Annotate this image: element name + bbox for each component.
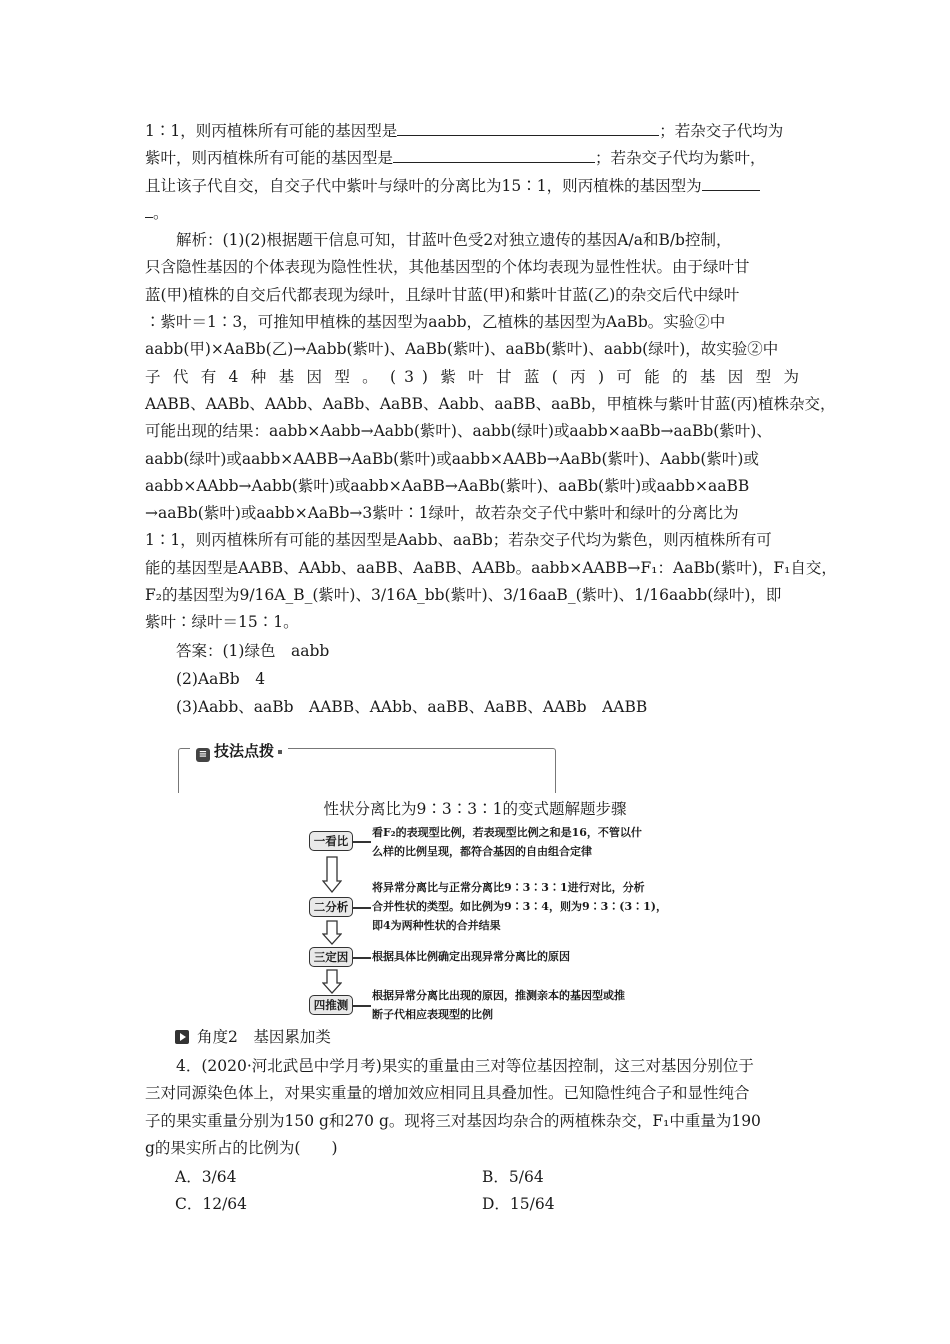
step-box-1: 一看比 — [309, 831, 353, 851]
option-d: D．15/64 — [482, 1195, 555, 1213]
analysis-line: aabb(绿叶)或aabb×AABB→AaBb(紫叶)或aabb×AABb→AaBb(紫叶)、Aabb(紫叶)或 — [145, 449, 759, 468]
analysis-line: 能的基因型是AABB、AAbb、aaBB、AaBB、AABb。aabb×AABB→F₁：AaBb(紫叶)，F₁自交， — [145, 558, 837, 577]
play-icon — [175, 1030, 189, 1044]
analysis-line: 只含隐性基因的个体表现为隐性性状，其他基因型的个体均表现为显性性状。由于绿叶甘 — [145, 258, 750, 277]
text-line: 1∶1，则丙植株所有可能的基因型是 ；若杂交子代均为 — [145, 118, 807, 145]
step-connector — [353, 1005, 371, 1007]
section-heading: 角度2 基因累加类 — [175, 1024, 331, 1051]
answer-line: (3)Aabb、aaBb AABB、AAbb、aaBB、AaBB、AABb AABB — [176, 697, 648, 716]
analysis-line: 可能出现的结果：aabb×Aabb→Aabb(紫叶)、aabb(绿叶)或aabb×aaBb→aaBb(紫叶)、 — [145, 422, 772, 441]
question-4 — [145, 1053, 807, 1162]
analysis-line: aabb(甲)×AaBb(乙)→Aabb(紫叶)、AaBb(紫叶)、aaBb(紫叶)、aabb(绿叶)，故实验②中 — [145, 340, 779, 359]
analysis-line: ∶紫叶＝1∶3，可推知甲植株的基因型为aabb，乙植株的基因型为AaBb。实验②中 — [145, 313, 726, 332]
analysis-line: 蓝(甲)植株的自交后代都表现为绿叶，且绿叶甘蓝(甲)和紫叶甘蓝(乙)的杂交后代中绿叶 — [145, 285, 740, 304]
answer-blank — [145, 201, 153, 218]
analysis-section — [145, 227, 837, 636]
option-c: C．12/64 — [175, 1195, 248, 1213]
analysis-line: F₂的基因型为9/16A_B_(紫叶)、3/16A_bb(紫叶)、3/16aaB_(紫叶)、1/16aabb(绿叶)，即 — [145, 586, 782, 605]
analysis-line: 子代有4种基因型。(3)紫叶甘蓝(丙)可能的基因型为 — [145, 367, 807, 386]
step-text-2: 将异常分离比与正常分离比9∶3∶3∶1进行对比，分析 合并性状的类型。如比例为9∶3∶4，则为9∶3∶(3∶1)， 即4为两种性状的合并结果 — [372, 881, 667, 932]
answer-section — [145, 637, 807, 721]
question-line: 4．(2020·河北武邑中学月考)果实的重量由三对等位基因控制，这三对基因分别位于 — [176, 1057, 754, 1075]
flow-diagram — [309, 823, 709, 1023]
list-icon: ≡ — [196, 748, 210, 762]
answer-blank — [393, 146, 595, 163]
answer-line: 答案：(1)绿色 aabb — [176, 641, 330, 660]
step-text-3: 根据具体比例确定出现异常分离比的原因 — [372, 950, 570, 963]
analysis-line: →aaBb(紫叶)或aabb×AaBb→3紫叶∶1绿叶，故若杂交子代中紫叶和绿叶的分离比为 — [145, 504, 739, 523]
analysis-line: AABB、AABb、AAbb、AaBb、AaBB、Aabb、aaBB、aaBb，甲植株与紫叶甘蓝(丙)植株杂交， — [145, 394, 836, 413]
text-line: 紫叶，则丙植株所有可能的基因型是 ；若杂交子代均为紫叶， — [145, 145, 807, 172]
option-b: B．5/64 — [482, 1168, 544, 1186]
answer-blank — [702, 174, 760, 191]
step-text-1: 看F₂的表现型比例，若表现型比例之和是16，不管以什 么样的比例呈现，都符合基因的自由组合定律 — [372, 826, 642, 858]
question-line: 子的果实重量分别为150 g和270 g。现将三对基因均杂合的两植株杂交，F₁中重量为190 — [145, 1111, 761, 1130]
step-box-2: 二分析 — [309, 897, 353, 917]
question-line: 三对同源染色体上，对果实重量的增加效应相同且具叠加性。已知隐性纯合子和显性纯合 — [145, 1084, 750, 1103]
down-arrow-icon — [322, 920, 342, 946]
down-arrow-icon — [322, 969, 342, 995]
step-text-4: 根据异常分离比出现的原因，推测亲本的基因型或推 断子代相应表现型的比例 — [372, 989, 625, 1021]
analysis-line: 解析：(1)(2)根据题干信息可知，甘蓝叶色受2对独立遗传的基因A/a和B/b控制， — [176, 231, 732, 250]
option-a: A．3/64 — [175, 1168, 237, 1186]
text-line: 且让该子代自交，自交子代中紫叶与绿叶的分离比为15∶1，则丙植株的基因型为 — [145, 173, 807, 200]
question-line: g的果实所占的比例为( ) — [145, 1138, 338, 1157]
text-line: 。 — [145, 200, 807, 227]
step-connector — [353, 907, 371, 909]
flow-title: 性状分离比为9∶3∶3∶1的变式题解题步骤 — [323, 800, 627, 818]
step-connector — [353, 841, 371, 843]
document-body — [145, 118, 837, 721]
answer-blank — [397, 119, 659, 136]
analysis-line: aabb×AAbb→Aabb(紫叶)或aabb×AaBB→AaBb(紫叶)、aaBb(紫叶)或aabb×aaBB — [145, 476, 750, 495]
analysis-line: 1∶1，则丙植株所有可能的基因型是Aabb、aaBb；若杂交子代均为紫色，则丙植株所有可 — [145, 531, 772, 550]
analysis-line: 紫叶∶绿叶＝15∶1。 — [145, 613, 299, 632]
dot-icon — [278, 750, 282, 754]
answer-line: (2)AaBb 4 — [176, 669, 266, 688]
step-box-4: 四推测 — [309, 995, 353, 1015]
down-arrow-icon — [322, 856, 342, 894]
tip-box — [178, 740, 556, 792]
step-box-3: 三定因 — [309, 947, 353, 967]
step-connector — [353, 957, 371, 959]
tip-title: ≡ 技法点拨 — [190, 740, 288, 762]
